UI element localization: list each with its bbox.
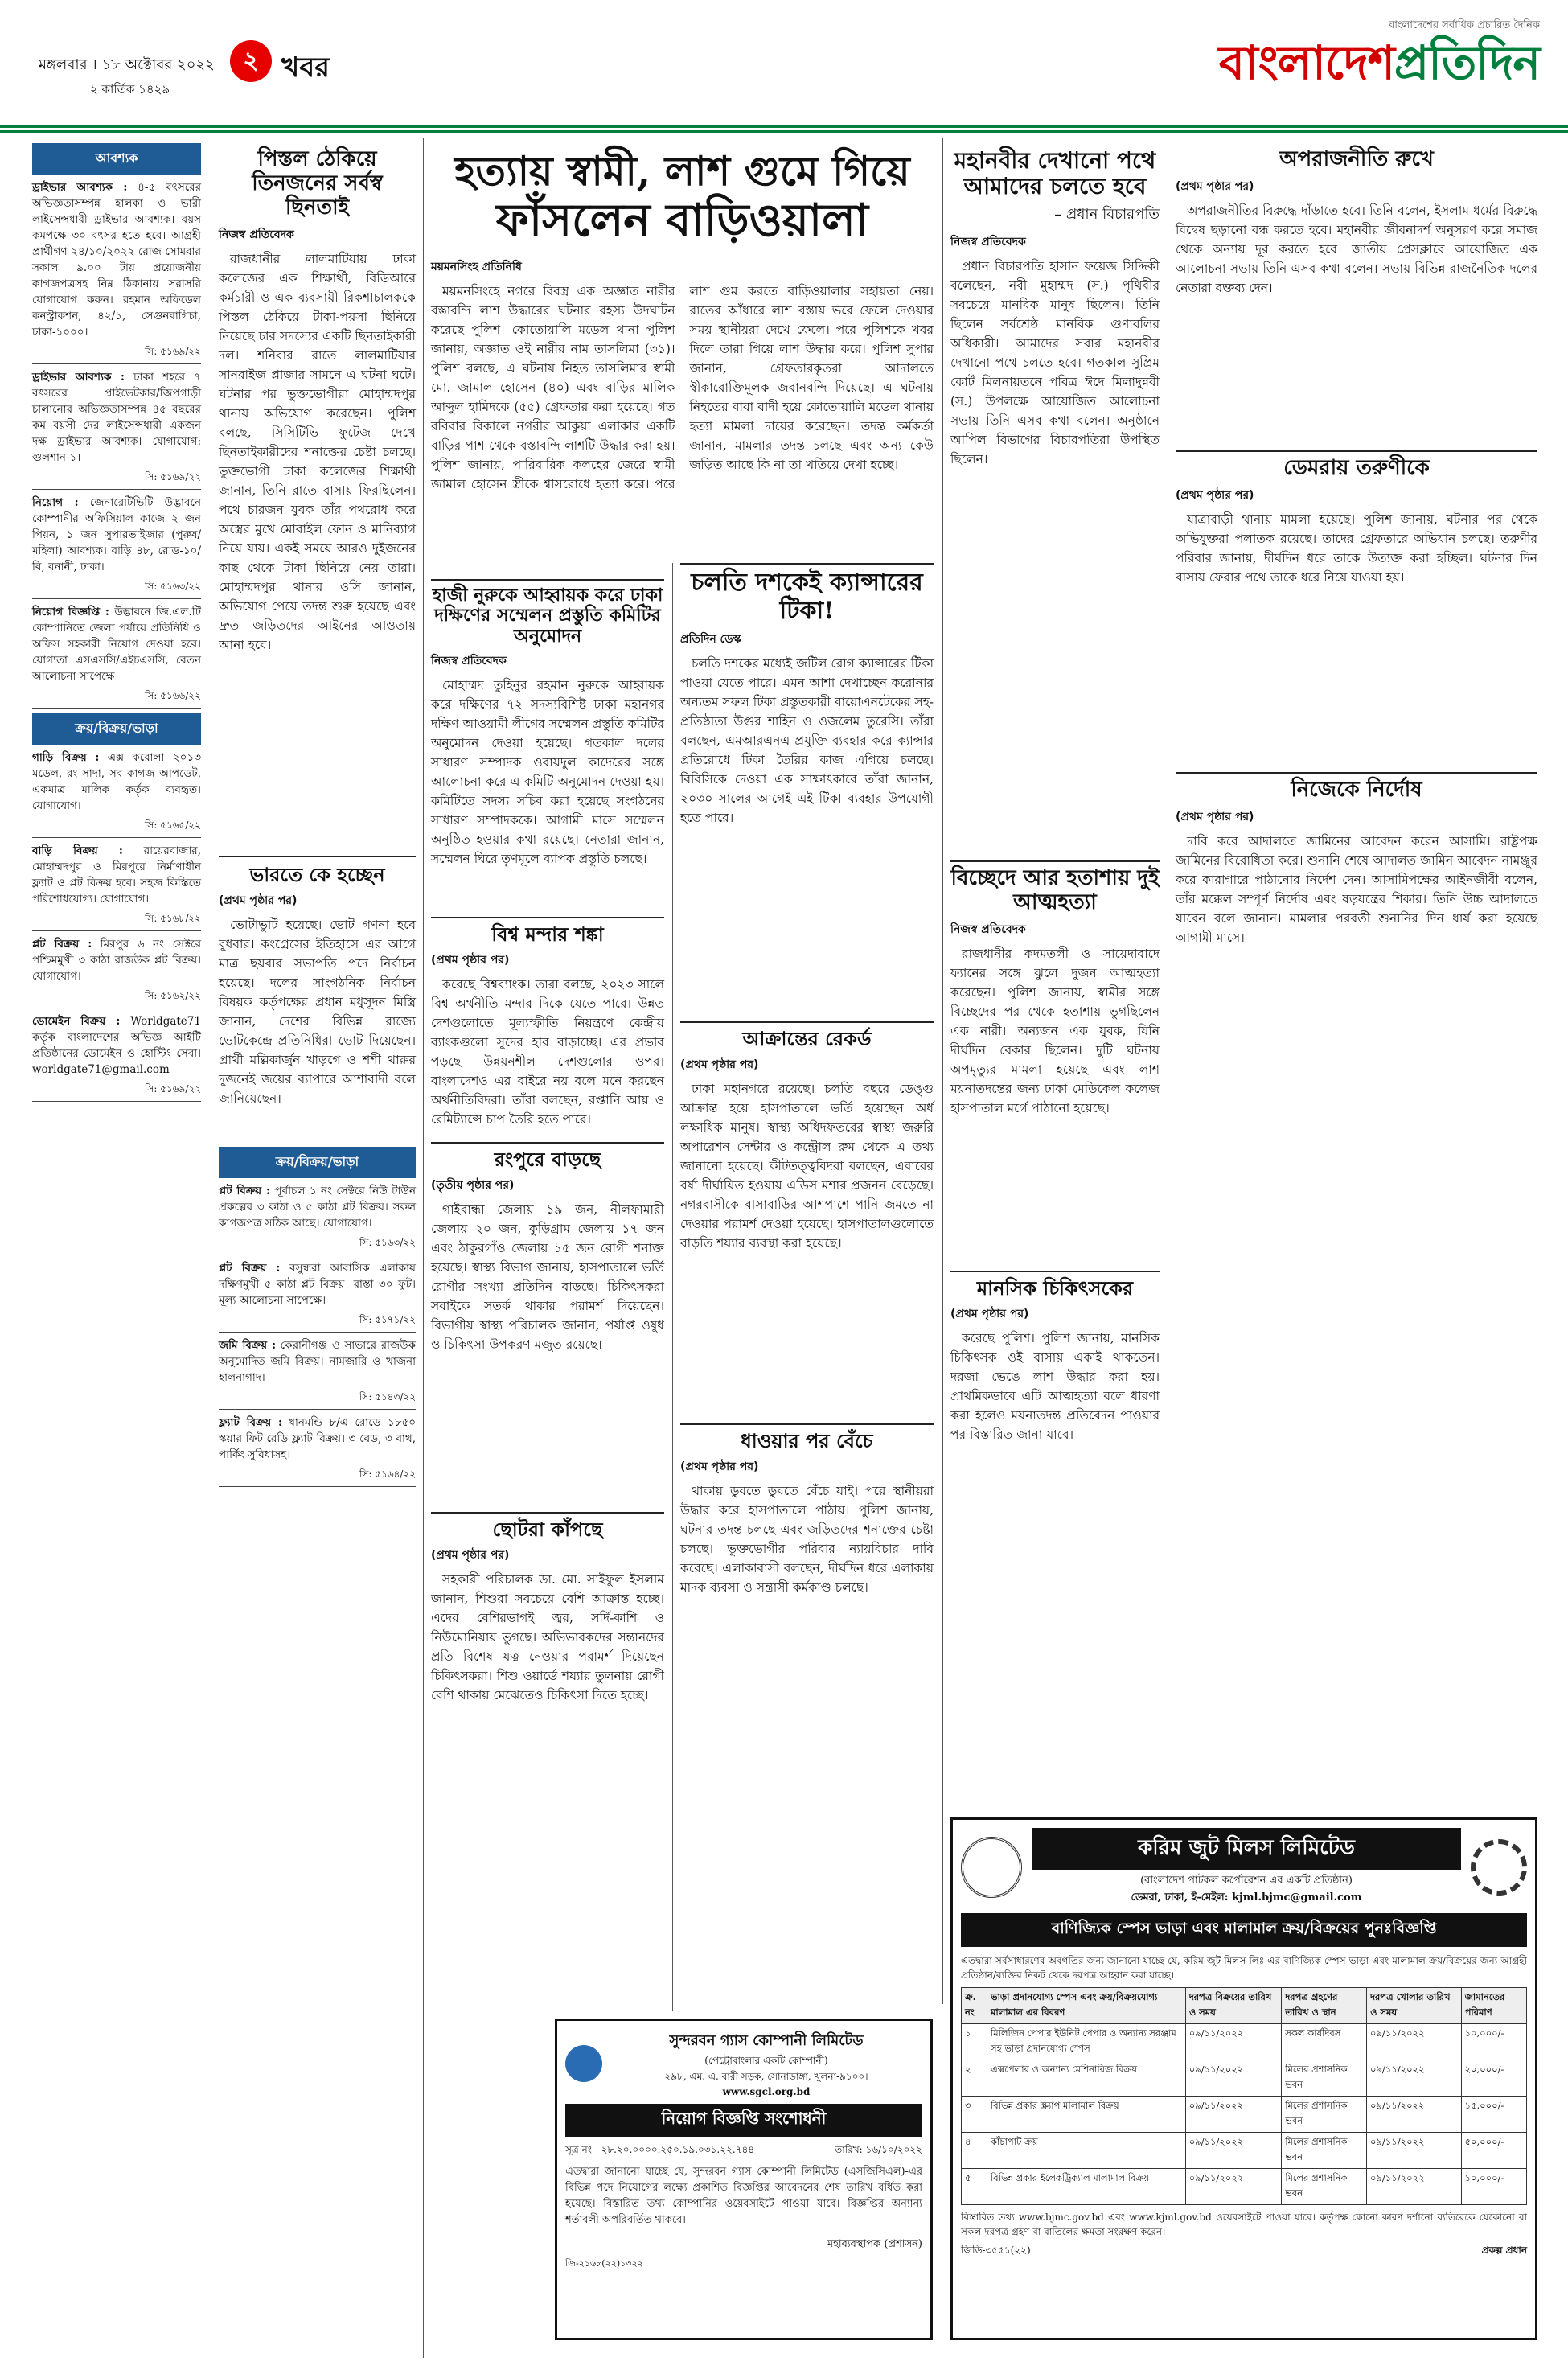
article-headline: ডেমরায় তরুণীকে bbox=[1283, 456, 1430, 480]
table-header-cell: দরপত্র গ্রহণের তারিখ ও স্থান bbox=[1282, 1988, 1367, 2024]
table-row bbox=[962, 2060, 1527, 2097]
table-cell: ৫০,০০০/- bbox=[1461, 2133, 1526, 2169]
table-cell: ১০,০০০/- bbox=[1461, 2169, 1526, 2205]
lead-headline-line-2: ফাঁসলেন বাড়িওয়ালা bbox=[495, 193, 869, 247]
classified-item: প্লট বিক্রয় : পূর্বাচল ১ নং সেক্টরে নিউ টাউন প্রকল্পের ৩ কাঠা ও ৫ কাঠা প্লট বিক্রয়। সকল কাগজপত্র সঠিক আছে। যোগাযোগ। bbox=[219, 1185, 417, 1230]
table-cell: ০৯/১১/২০২২ bbox=[1185, 2097, 1282, 2133]
lead-body: ময়মনসিংহে নগরে বিবস্ত্র এক অজ্ঞাত নারীর বস্তাবন্দি লাশ উদ্ধারের ঘটনার রহস্য উদঘাটন করেছে পুলিশ। কোতোয়ালি মডেল থানা পুলিশ জানায়, অজ্ঞাত ওই নারীর নাম তাসলিমা (৩১)। পুলিশ বলছে, এ ঘটনায় নিহত তাসলিমার স্বামী মো. জামাল হোসেন (৪০) এবং বাড়ির মালিক আব্দুল হামিদকে (৫৫) গ্রেফতার করা হয়েছে। গত রবিবার বিকালে নগরীর আকুয়া এলাকার একটি বাড়ির পাশ থেকে বস্তাবন্দি লাশটি উদ্ধার করা হয়। পুলিশ জানায়, পারিবারিক কলহের জেরে স্বামী জামাল হোসেন স্ত্রীকে শ্বাসরোধে হত্যা করে। পরে লাশ গুম করতে বাড়িওয়ালার সহায়তা নেয়। রাতের আঁধারে লাশ বস্তায় ভরে ফেলে দেওয়ার সময় স্থানীয়রা দেখে ফেলে। পরে পুলিশকে খবর দিলে তারা গিয়ে লাশ উদ্ধার করে। পুলিশ সুপার জানান, গ্রেফতারকৃতরা আদালতে স্বীকারোক্তিমূলক জবানবন্দি দিয়েছে। এ ঘটনায় নিহতের বাবা বাদী হয়ে কোতোয়ালি মডেল থানায় হত্যা মামলা দায়ের করেছেন। তদন্ত কর্মকর্তা জানান, মামলার তদন্ত চলছে এবং অন্য কেউ জড়িত আছে কি না তা খতিয়ে দেখা হচ্ছে। bbox=[431, 283, 934, 491]
table-cell: কাঁচাপাট ক্রয় bbox=[987, 2133, 1186, 2169]
article-body: থাকায় ডুবতে ডুবতে বেঁচে যাই। পরে স্থানীয়রা উদ্ধার করে হাসপাতালে পাঠায়। পুলিশ জানায়, ঘটনার তদন্ত চলছে এবং জড়িতদের শনাক্তের চেষ্টা চলছে। ভুক্তভোগীর পরিবার ন্যায়বিচার দাবি করেছে। এলাকাবাসী বলছেন, দীর্ঘদিন ধরে এলাকায় মাদক ব্যবসা ও সন্ত্রাসী কর্মকাণ্ড চলছে। bbox=[680, 1483, 934, 1595]
article-byline: (প্রথম পৃষ্ঠার পর) bbox=[1176, 488, 1254, 502]
article-india bbox=[219, 856, 416, 1113]
article-haji-nuru bbox=[431, 579, 664, 873]
classified-id: সি: ৫১৬৯/২২ bbox=[32, 470, 201, 490]
article-headline: ছোটরা কাঁপছে bbox=[492, 1518, 603, 1541]
ad-date: তারিখ: ১৬/১০/২০২২ bbox=[835, 2144, 922, 2155]
article-recession bbox=[431, 917, 664, 1134]
article-innocent bbox=[1176, 772, 1537, 952]
classified-item: ডোমেইন বিক্রয় : Worldgate71 কর্তৃক বাংলাদেশের অভিজ্ঞ আইটি প্রতিষ্ঠানের ডোমেইন ও হোস্টিং সেবা। worldgate71@gmail.com bbox=[32, 1015, 201, 1076]
article-body: সহকারী পরিচালক ডা. মো. সাইফুল ইসলাম জানান, শিশুরা সবচেয়ে বেশি আক্রান্ত হচ্ছে। এদের বেশিরভাগই জ্বর, সর্দি-কাশি ও নিউমোনিয়ায় ভুগছে। অভিভাবকদের সন্তানদের প্রতি বিশেষ যত্ন নেওয়ার পরামর্শ দিয়েছেন চিকিৎসকরা। শিশু ওয়ার্ডে শয্যার তুলনায় রোগী বেশি থাকায় মেঝেতেও চিকিৎসা দিতে হচ্ছে। bbox=[431, 1571, 664, 1702]
ad-company: সুন্দরবন গ্যাস কোম্পানী লিমিটেড bbox=[669, 2032, 864, 2049]
article-byline: নিজস্ব প্রতিবেদক bbox=[950, 922, 1026, 936]
article-body: করেছে পুলিশ। পুলিশ জানায়, মানসিক চিকিৎসক ওই বাসায় একাই থাকতেন। দরজা ভেঙে লাশ উদ্ধার করা হয়। প্রাথমিকভাবে এটি আত্মহত্যা বলে ধারণা করা হলেও ময়নাতদন্ত প্রতিবেদন পাওয়ার পর বিস্তারিত জানা যাবে। bbox=[950, 1330, 1160, 1442]
date-line-2: ২ কার্তিক ১৪২৯ bbox=[90, 82, 170, 97]
table-cell: ০৯/১১/২০২২ bbox=[1366, 2133, 1461, 2169]
lead-story bbox=[431, 148, 934, 494]
table-cell: ০৯/১১/২০২২ bbox=[1185, 2024, 1282, 2060]
article-headline: অপরাজনীতি রুখে bbox=[1279, 147, 1434, 171]
classified-id: সি: ৫১৬৬/২২ bbox=[32, 689, 201, 709]
ad-sub: (পেট্রোবাংলার একটি কোম্পানী) bbox=[704, 2055, 828, 2066]
table-cell: ৩ bbox=[962, 2097, 987, 2133]
article-cancer-vaccine bbox=[680, 563, 934, 832]
article-demra bbox=[1176, 450, 1537, 592]
classified-item: নিয়োগ বিজ্ঞপ্তি : উদ্ভাবনে জি.এল.টি কোম্পানিতে জেলা পর্যায়ে প্রতিনিধি ও অফিস সহকারী নিয়োগ দেওয়া হবে। যোগ্যতা এসএসসি/এইচএসসি, বেতন আলোচনা সাপেক্ষে। bbox=[32, 606, 201, 683]
article-headline: নিজেকে নির্দোষ bbox=[1291, 778, 1422, 802]
article-bad-politics bbox=[1176, 148, 1537, 302]
article-byline: (প্রথম পৃষ্ঠার পর) bbox=[950, 1307, 1029, 1320]
classified-item: ড্রাইভার আবশ্যক : ৪-৫ বৎসরের অভিজ্ঞতাসম্পন্ন হালকা ও ভারী লাইসেন্সধারী ড্রাইভার আবশ্যক। বয়স কমপক্ষে ৩০ বৎসর হতে হবে। আগ্রহী প্রার্থীগণ ২৪/১০/২০২২ রোজ সোমবার সকাল ৯.০০ টায় প্রয়োজনীয় কাগজপত্রসহ নিম্ন ঠিকানায় সরাসরি যোগাযোগ করুন। রহমান অফিডেল কনস্ট্রাকশন, ৪২/১, সেগুনবাগিচা, ঢাকা-১০০০। bbox=[32, 181, 202, 339]
article-byline: (প্রথম পৃষ্ঠার পর) bbox=[219, 893, 298, 907]
article-suicide bbox=[950, 860, 1160, 1123]
article-byline: (প্রথম পৃষ্ঠার পর) bbox=[431, 1548, 510, 1562]
classifieds-mid bbox=[219, 1142, 416, 1492]
article-body: যাত্রাবাড়ী থানায় মামলা হয়েছে। পুলিশ জানায়, ঘটনার পর থেকে অভিযুক্তরা পলাতক রয়েছে। তাদের গ্রেফতারে অভিযান চলছে। তরুণীর পরিবার জানায়, দীর্ঘদিন ধরে তাকে উত্যক্ত করা হচ্ছিল। ঘটনার দিন বাসায় ফেরার পথে তাকে ধরে নিয়ে যাওয়া হয়। bbox=[1176, 511, 1537, 585]
bjmc-logo-icon bbox=[961, 1837, 1022, 1898]
divider bbox=[431, 1142, 664, 1144]
table-cell: মিলিজিন পেপার ইউনিট পেপার ও অন্যান্য সরঞ্জাম সহ ভাড়া প্রদানযোগ্য স্পেস bbox=[987, 2024, 1186, 2060]
ad-title: বাণিজ্যিক স্পেস ভাড়া এবং মালামাল ক্রয়/বিক্রয়ের পুনঃবিজ্ঞপ্তি bbox=[961, 1913, 1527, 1947]
table-cell: সকল কার্যদিবস bbox=[1282, 2024, 1367, 2060]
article-chase bbox=[680, 1423, 934, 1602]
classified-heading: ক্রয়/বিক্রয়/ভাড়া bbox=[219, 1147, 416, 1178]
classified-heading: আবশ্যক bbox=[32, 143, 201, 175]
classifieds-column bbox=[32, 138, 201, 2358]
table-cell: মিলের প্রশাসনিক ভবন bbox=[1282, 2060, 1367, 2097]
tender-table bbox=[961, 1987, 1527, 2205]
divider bbox=[680, 1423, 934, 1425]
table-header-cell: ভাড়া প্রদানযোগ্য স্পেস এবং ক্রয়/বিক্রয়যোগ্য মালামাল এর বিবরণ bbox=[987, 1988, 1186, 2024]
divider bbox=[680, 563, 934, 565]
classified-item: নিয়োগ : জেনারেটিভিটি উদ্ভাবনে কোম্পানীর অফিসিয়াল কাজে ২ জন পিয়ন, ১ জন সুপারভাইজার (পুরুষ/মহিলা) আবশ্যক। বাড়ি ৪৮, রোড-১০/বি, বনানী, ঢাকা। bbox=[32, 496, 202, 573]
table-header-cell: ক্র. নং bbox=[962, 1988, 987, 2024]
classified-item: বাড়ি বিক্রয় : রায়েরবাজার, মোহাম্মদপুর ও মিরপুরে নির্মাণাধীন ফ্ল্যাট ও প্লট বিক্রয় হবে। সহজ কিস্তিতে পরিশোধযোগ্য। যোগাযোগ। bbox=[32, 844, 201, 906]
date-block bbox=[39, 55, 215, 76]
classified-id: সি: ৫১৬৯/২২ bbox=[32, 345, 201, 364]
ad-signature: মহাব্যবস্থাপক (প্রশাসন) bbox=[827, 2238, 922, 2250]
table-cell: মিলের প্রশাসনিক ভবন bbox=[1282, 2097, 1367, 2133]
article-headline: আক্রান্তের রেকর্ড bbox=[742, 1027, 872, 1050]
classified-id: সি: ৫১৬৪/২২ bbox=[219, 1468, 416, 1487]
table-cell: ৫ bbox=[962, 2169, 987, 2205]
classified-id: সি: ৫১৬২/২২ bbox=[32, 989, 201, 1008]
table-cell: ০৯/১১/২০২২ bbox=[1366, 2097, 1461, 2133]
logo-text bbox=[1218, 35, 1540, 91]
article-body: চলতি দশকের মধ্যেই জটিল রোগ ক্যান্সারের টিকা পাওয়া যেতে পারে। এমন আশা দেখাচ্ছেন করোনার অন্যতম সফল টিকা প্রস্তুতকারী বায়োএনটেকের সহ-প্রতিষ্ঠাতা উগুর শাহিন ও ওজলেম তুরেসি। তাঁরা বলছেন, এমআরএনএ প্রযুক্তি ব্যবহার করে ক্যান্সার প্রতিরোধে টিকা তৈরির কাজ এগিয়ে চলছে। বিবিসিকে দেওয়া এক সাক্ষাৎকারে তাঁরা জানান, ২০৩০ সালের আগেই এই টিকা ব্যবহার উপযোগী হতে পারে। bbox=[680, 656, 934, 825]
classified-item: প্লট বিক্রয় : মিরপুর ৬ নং সেক্টরে পশ্চিমমুখী ৩ কাঠা রাজউক প্লট বিক্রয়। যোগাযোগ। bbox=[32, 938, 201, 983]
table-cell: ০৯/১১/২০২২ bbox=[1185, 2133, 1282, 2169]
article-byline: (প্রথম পৃষ্ঠার পর) bbox=[1176, 179, 1254, 193]
article-body: দাবি করে আদালতে জামিনের আবেদন করেন আসামি। রাষ্ট্রপক্ষ জামিনের বিরোধিতা করে। শুনানি শেষে আদালত জামিন আবেদন নামঞ্জুর করে কারাগারে পাঠানোর নির্দেশ দেন। আসামিপক্ষের আইনজীবী বলেন, তাঁর মক্কেল সম্পূর্ণ নির্দোষ এবং ষড়যন্ত্রের শিকার। তিনি উচ্চ আদালতে যাবেন বলে জানান। মামলার পরবর্তী শুনানির দিন ধার্য করা হয়েছে আগামী মাসে। bbox=[1176, 833, 1537, 945]
table-cell: ২ bbox=[962, 2060, 987, 2097]
ad-intro: এতদ্বারা সর্বসাধারণের অবগতির জন্য জানানো যাচ্ছে যে, করিম জুট মিলস লিঃ এর বাণিজ্যিক স্পেস ভাড়া এবং মালামাল ক্রয়/বিক্রয়ের জন্য আগ্রহী প্রতিষ্ঠান/ব্যক্তির নিকট থেকে দরপত্র আহ্বান করা যাচ্ছে। bbox=[961, 1955, 1527, 1981]
divider bbox=[431, 1512, 664, 1514]
divider bbox=[219, 856, 416, 857]
ad-company: করিম জুট মিলস লিমিটেড bbox=[1032, 1828, 1461, 1870]
article-body: ভোটাভুটি হয়েছে। ভোট গণনা হবে বুধবার। কংগ্রেসের ইতিহাসে এর আগে মাত্র ছয়বার সভাপতি পদে নির্বাচন হয়েছে। দলের সাংগঠনিক নির্বাচন বিষয়ক কর্তৃপক্ষের প্রধান মধুসূদন মিস্ত্রি জানান, দেশের বিভিন্ন রাজ্যে ভোটকেন্দ্রে প্রতিনিধিরা ভোট দিয়েছেন। প্রার্থী মল্লিকার্জুন খাড়গে ও শশী থারুর দুজনেই জয়ের ব্যাপারে আশাবাদী বলে জানিয়েছেন। bbox=[219, 917, 416, 1106]
article-headline: মানসিক চিকিৎসকের bbox=[976, 1276, 1134, 1300]
article-body: করেছে বিশ্বব্যাংক। তারা বলছে, ২০২৩ সালে বিশ্ব অর্থনীতি মন্দার দিকে যেতে পারে। উন্নত দেশগুলোতে মূল্যস্ফীতি নিয়ন্ত্রণে কেন্দ্রীয় ব্যাংকগুলো সুদের হার বাড়াচ্ছে। এর প্রভাব পড়ছে উন্নয়নশীল দেশগুলোর ওপর। বাংলাদেশও এর বাইরে নয় বলে মনে করছেন অর্থনীতিবিদরা। তাঁরা বলছেন, রপ্তানি আয় ও রেমিট্যান্সে চাপ তৈরি হতে পারে। bbox=[431, 976, 664, 1127]
ad-footer-code: জি-২১৬৮(২২)১৩২২ bbox=[565, 2258, 643, 2269]
article-byline: নিজস্ব প্রতিবেদক bbox=[219, 228, 294, 241]
ad-address: ২৯৮, এম. এ. বারী সড়ক, সোনাডাঙ্গা, খুলনা-৯১০০। bbox=[664, 2071, 868, 2082]
table-cell: মিলের প্রশাসনিক ভবন bbox=[1282, 2169, 1367, 2205]
classified-id: সি: ৫১৪৩/২২ bbox=[219, 1390, 416, 1410]
sgcl-logo-icon bbox=[565, 2045, 602, 2082]
table-header-cell: জামানতের পরিমাণ bbox=[1461, 1988, 1526, 2024]
table-cell: ০৯/১১/২০২২ bbox=[1366, 2060, 1461, 2097]
table-row bbox=[962, 2097, 1527, 2133]
article-body: মোহাম্মদ তুহিনুর রহমান নুরুকে আহ্বায়ক করে দক্ষিণের ৭২ সদস্যবিশিষ্ট ঢাকা মহানগর দক্ষিণ আওয়ামী লীগের সম্মেলন প্রস্তুতি কমিটির অনুমোদন দেওয়া হয়েছে। গতকাল দলের সাধারণ সম্পাদক ওবায়দুল কাদেরের সঙ্গে আলোচনা করে এ কমিটি অনুমোদন দেওয়া হয়। কমিটিতে সদস্য সচিব করা হয়েছে সংগঠনের সাধারণ সম্পাদককে। আগামী মাসে সম্মেলন অনুষ্ঠিত হওয়ার কথা রয়েছে। নেতারা জানান, সম্মেলন ঘিরে তৃণমূলে ব্যাপক প্রস্তুতি চলছে। bbox=[431, 677, 664, 866]
classified-id: সি: ৫১৬৫/২২ bbox=[32, 819, 201, 838]
ad-karim-jute bbox=[950, 1817, 1537, 2340]
divider bbox=[431, 917, 664, 918]
table-cell: মিলের প্রশাসনিক ভবন bbox=[1282, 2133, 1367, 2169]
table-cell: ০৯/১১/২০২২ bbox=[1185, 2060, 1282, 2097]
table-cell: ২০,০০০/- bbox=[1461, 2060, 1526, 2097]
classified-heading: ক্রয়/বিক্রয়/ভাড়া bbox=[32, 713, 201, 745]
table-cell: ০৯/১১/২০২২ bbox=[1185, 2169, 1282, 2205]
ad-footer-code: জিডি-৩৫৫১(২২) bbox=[961, 2245, 1031, 2256]
article-headline: বিশ্ব মন্দার শঙ্কা bbox=[491, 922, 604, 946]
table-cell: বিভিন্ন প্রকার ইলেকট্রিক্যাল মালামাল বিক্রয় bbox=[987, 2169, 1186, 2205]
table-row bbox=[962, 2133, 1527, 2169]
divider bbox=[1176, 772, 1537, 774]
article-children bbox=[431, 1512, 664, 1710]
article-byline: (প্রথম পৃষ্ঠার পর) bbox=[680, 1058, 759, 1071]
article-headline: পিস্তল ঠেকিয়ে তিনজনের সর্বস্ব ছিনতাই bbox=[252, 147, 383, 220]
table-row bbox=[962, 2169, 1527, 2205]
logo-part-2: প্রতিদিন bbox=[1394, 35, 1540, 90]
ad-sub: (বাংলাদেশ পাটকল কর্পোরেশন এর একটি প্রতিষ্ঠান) bbox=[1140, 1875, 1353, 1887]
article-headline: বিচ্ছেদে আর হতাশায় দুই আত্মহত্যা bbox=[950, 866, 1160, 914]
divider bbox=[1176, 450, 1537, 452]
table-header-cell: দরপত্র খোলার তারিখ ও সময় bbox=[1366, 1988, 1461, 2024]
gear-icon bbox=[1471, 1839, 1527, 1896]
article-chief-justice bbox=[950, 148, 1160, 474]
table-cell: ১০,০০০/- bbox=[1461, 2024, 1526, 2060]
masthead bbox=[0, 0, 1568, 149]
table-cell: এক্সপেলার ও অন্যান্য মেশিনারিজ বিক্রয় bbox=[987, 2060, 1186, 2097]
ad-address: ডেমরা, ঢাকা, ই-মেইল: kjml.bjmc@gmail.com bbox=[1131, 1891, 1362, 1904]
table-row bbox=[962, 2024, 1527, 2060]
ad-sgcl-notice bbox=[555, 2019, 933, 2340]
article-headline: ভারতে কে হচ্ছেন bbox=[249, 863, 385, 886]
logo-tagline: বাংলাদেশের সর্বাধিক প্রচারিত দৈনিক bbox=[1388, 19, 1540, 31]
article-body: ঢাকা মহানগরে রয়েছে। চলতি বছরে ডেঙ্গু আক্রান্ত হয়ে হাসপাতালে ভর্তি হয়েছেন অর্ধ লক্ষাধিক মানুষ। স্বাস্থ্য অধিদফতরের স্বাস্থ্য জরুরি অপারেশন সেন্টার ও কন্ট্রোল রুম থেকে এ তথ্য জানানো হয়েছে। কীটতত্ত্ববিদরা বলছেন, এবারের বর্ষা দীর্ঘায়িত হওয়ায় এডিস মশার প্রজনন বেড়েছে। নগরবাসীকে বাসাবাড়ির আশপাশে পানি জমতে না দেওয়ার পরামর্শ দেওয়া হয়েছে। হাসপাতালগুলোতে বাড়তি শয্যার ব্যবস্থা করা হয়েছে। bbox=[680, 1081, 934, 1251]
ad-ref: সূত্র নং - ২৮.২০.০০০০.২৫০.১৯.০৩১.২২.৭৪৪ bbox=[565, 2144, 755, 2155]
section-name: খবর bbox=[281, 51, 330, 84]
date-line: মঙ্গলবার । ১৮ অক্টোবর ২০২২ bbox=[39, 56, 215, 73]
page-number: ২ bbox=[230, 40, 272, 82]
article-headline: মহানবীর দেখানো পথে আমাদের চলতে হবে bbox=[954, 147, 1156, 200]
article-body: রাজধানীর লালমাটিয়ায় ঢাকা কলেজের এক শিক্ষার্থী, বিডিআরে কর্মচারী ও এক ব্যবসায়ী রিকশাচালককে পিস্তল ঠেকিয়ে টাকা-পয়সা ছিনিয়ে নিয়েছে চার সদস্যের একটি ছিনতাইকারী দল। শনিবার রাতে লালমাটিয়ার সানরাইজ প্লাজার সামনে এ ঘটনা ঘটে। ঘটনার পর ভুক্তভোগীরা মোহাম্মদপুর থানায় অভিযোগ করেছেন। পুলিশ বলছে, সিসিটিভি ফুটেজ দেখে ছিনতাইকারীদের শনাক্তের চেষ্টা চলছে। ভুক্তভোগী ঢাকা কলেজের শিক্ষার্থী জানান, তিনি রাতে বাসায় ফিরছিলেন। পথে চারজন যুবক তাঁর পথরোধ করে অস্ত্রের মুখে মোবাইল ফোন ও মানিব্যাগ নিয়ে যায়। একই সময়ে আরও দুইজনের কাছ থেকে টাকা ছিনিয়ে নেয় তারা। মোহাম্মদপুর থানার ওসি জানান, অভিযোগ পেয়ে তদন্ত শুরু হয়েছে এবং দ্রুত জড়িতদের আইনের আওতায় আনা হবে। bbox=[219, 251, 416, 652]
article-headline: রংপুরে বাড়ছে bbox=[494, 1148, 601, 1171]
table-cell: ১৫,০০০/- bbox=[1461, 2097, 1526, 2133]
ad-notes: বিস্তারিত তথ্য www.bjmc.gov.bd এবং www.kjml.gov.bd ওয়েবসাইটে পাওয়া যাবে। কর্তৃপক্ষ কোনো কারণ দর্শানো ব্যতিরেকে যেকোনো বা সকল দরপত্র গ্রহণ বা বাতিলের ক্ষমতা সংরক্ষণ করেন। bbox=[961, 2212, 1527, 2237]
ad-title: নিয়োগ বিজ্ঞপ্তি সংশোধনী bbox=[565, 2104, 922, 2137]
article-body: গাইবান্ধা জেলায় ১৯ জন, নীলফামারী জেলায় ২০ জন, কুড়িগ্রাম জেলায় ১৭ জন এবং ঠাকুরগাঁও জেলায় ১৫ জন রোগী শনাক্ত হয়েছে। স্বাস্থ্য বিভাগ জানায়, হাসপাতালে ভর্তি রোগীর সংখ্যা প্রতিদিন বাড়ছে। চিকিৎসকরা সবাইকে সতর্ক থাকার পরামর্শ দিয়েছেন। বিভাগীয় স্বাস্থ্য পরিচালক জানান, পর্যাপ্ত ওষুধ ও চিকিৎসা উপকরণ মজুত রয়েছে। bbox=[431, 1201, 664, 1352]
article-body: রাজধানীর কদমতলী ও সায়েদাবাদে ফ্যানের সঙ্গে ঝুলে দুজন আত্মহত্যা করেছেন। পুলিশ জানায়, স্বামীর সঙ্গে বিচ্ছেদের পর থেকে হতাশায় ভুগছিলেন এক নারী। অন্যজন এক যুবক, যিনি দীর্ঘদিন বেকার ছিলেন। দুটি ঘটনায় অপমৃত্যুর মামলা হয়েছে এবং লাশ ময়নাতদন্তের জন্য ঢাকা মেডিকেল কলেজ হাসপাতাল মর্গে পাঠানো হয়েছে। bbox=[950, 946, 1160, 1115]
ad-body: এতদ্বারা জানানো যাচ্ছে যে, সুন্দরবন গ্যাস কোম্পানী লিমিটেড (এসজিসিএল)-এর বিভিন্ন পদে নিয়োগের লক্ষ্যে প্রকাশিত বিজ্ঞপ্তির আবেদনের শেষ তারিখ বর্ধিত করা হয়েছে। বিস্তারিত তথ্য কোম্পানির ওয়েবসাইটে পাওয়া যাবে। বিজ্ঞপ্তির অন্যান্য শর্তাবলী অপরিবর্তিত থাকবে। bbox=[565, 2166, 922, 2226]
table-cell: বিভিন্ন প্রকার স্ক্র্যাপ মালামাল বিক্রয় bbox=[987, 2097, 1186, 2133]
newspaper-logo[interactable] bbox=[1218, 18, 1540, 101]
table-cell: ০৯/১১/২০২২ bbox=[1366, 2024, 1461, 2060]
lead-headline-line-1: হত্যায় স্বামী, লাশ গুমে গিয়ে bbox=[454, 147, 910, 195]
lead-byline: ময়মনসিংহ প্রতিনিধি bbox=[431, 260, 522, 273]
article-psychiatrist bbox=[950, 1271, 1160, 1449]
article-byline: নিজস্ব প্রতিবেদক bbox=[431, 654, 507, 667]
classified-id: সি: ৫১৭১/২২ bbox=[219, 1313, 416, 1333]
divider bbox=[950, 1271, 1160, 1272]
classified-id: সি: ৫১৬৮/২২ bbox=[32, 912, 201, 931]
article-snatching bbox=[219, 148, 416, 659]
column-divider bbox=[942, 138, 943, 2004]
table-cell: ১ bbox=[962, 2024, 987, 2060]
classified-item: ড্রাইভার আবশ্যক : ঢাকা শহরে ৭ বৎসরের প্রাইভেটকার/জিপগাড়ী চালানোর অভিজ্ঞতাসম্পন্ন ৪৫ বছরের কম বয়সী দের লাইসেন্সধারী একজন দক্ষ ড্রাইভার আবশ্যক। যোগাযোগ: গুলশান-১। bbox=[32, 371, 202, 464]
article-subhead: – প্রধান বিচারপতি bbox=[1054, 206, 1160, 224]
article-byline: নিজস্ব প্রতিবেদক bbox=[950, 236, 1026, 249]
article-headline: ধাওয়ার পর বেঁচে bbox=[741, 1429, 873, 1452]
classified-item: জমি বিক্রয় : কেরানীগঞ্জ ও সাভারে রাজউক অনুমোদিত জমি বিক্রয়। নামজারি ও খাজনা হালনাগাদ। bbox=[219, 1339, 417, 1384]
classified-id: সি: ৫১৬৯/২২ bbox=[32, 1082, 201, 1102]
article-byline: (প্রথম পৃষ্ঠার পর) bbox=[431, 953, 510, 967]
divider bbox=[680, 1021, 934, 1023]
divider bbox=[431, 579, 664, 581]
table-cell: ৪ bbox=[962, 2133, 987, 2169]
article-byline: (প্রথম পৃষ্ঠার পর) bbox=[1176, 810, 1254, 824]
logo-part-1: বাংলাদেশ bbox=[1218, 35, 1394, 90]
column-divider bbox=[423, 138, 424, 2358]
column-divider bbox=[672, 563, 673, 2011]
article-byline: প্রতিদিন ডেস্ক bbox=[680, 633, 741, 646]
article-headline: চলতি দশকেই ক্যান্সারের টিকা! bbox=[691, 569, 923, 625]
divider bbox=[950, 860, 1160, 862]
ad-signature: প্রকল্প প্রধান bbox=[1481, 2245, 1527, 2256]
article-headline: হাজী নুরুকে আহ্বায়ক করে ঢাকা দক্ষিণের সম্মেলন প্রস্তুতি কমিটির অনুমোদন bbox=[432, 585, 663, 647]
classified-item: প্লট বিক্রয় : বসুন্ধরা আবাসিক এলাকায় দক্ষিণমুখী ৫ কাঠা প্লট বিক্রয়। রাস্তা ৩০ ফুট। মূল্য আলোচনা সাপেক্ষে। bbox=[219, 1262, 416, 1307]
table-header-cell: দরপত্র বিক্রয়ের তারিখ ও সময় bbox=[1185, 1988, 1282, 2024]
article-byline: (তৃতীয় পৃষ্ঠার পর) bbox=[431, 1178, 515, 1192]
masthead-rule bbox=[0, 125, 1568, 133]
article-rangpur bbox=[431, 1142, 664, 1359]
classified-id: সি: ৫১৬৩/২২ bbox=[219, 1236, 416, 1255]
classified-item: গাড়ি বিক্রয় : এক্স করোলা ২০১৩ মডেল, রং সাদা, সব কাগজ আপডেট, একমাত্র মালিক কর্তৃক ব্যবহৃত। যোগাযোগ। bbox=[32, 751, 201, 812]
article-dengue-record bbox=[680, 1021, 934, 1258]
article-body: প্রধান বিচারপতি হাসান ফয়েজ সিদ্দিকী বলেছেন, নবী মুহাম্মদ (স.) পৃথিবীর সবচেয়ে মানবিক মানুষ ছিলেন। তিনি ছিলেন সর্বশ্রেষ্ঠ মানবিক গুণাবলির অধিকারী। আমাদের সবার মহানবীর দেখানো পথে চলতে হবে। গতকাল সুপ্রিম কোর্ট মিলনায়তনে পবিত্র ঈদে মিলাদুন্নবী (স.) উপলক্ষে আয়োজিত আলোচনা সভায় তিনি এসব কথা বলেন। অনুষ্ঠানে আপিল বিভাগের বিচারপতিরা উপস্থিত ছিলেন। bbox=[950, 259, 1160, 467]
article-byline: (প্রথম পৃষ্ঠার পর) bbox=[680, 1460, 759, 1473]
table-header-row bbox=[962, 1988, 1527, 2024]
ad-website[interactable]: www.sgcl.org.bd bbox=[722, 2086, 811, 2097]
article-body: অপরাজনীতির বিরুদ্ধে দাঁড়াতে হবে। তিনি বলেন, ইসলাম ধর্মের বিরুদ্ধে বিদ্বেষ ছড়ানো বন্ধ করতে হবে। মহানবীর জীবনাদর্শ অনুসরণ করে সমাজ থেকে অন্যায় দূর করতে হবে। জাতীয় প্রেসক্লাবে আয়োজিত এক আলোচনা সভায় তিনি এসব কথা বলেন। সভায় বিভিন্ন রাজনৈতিক দলের নেতারা বক্তব্য দেন। bbox=[1176, 203, 1537, 295]
table-cell: ০৯/১১/২০২২ bbox=[1366, 2169, 1461, 2205]
classified-id: সি: ৫১৬৩/২২ bbox=[32, 580, 201, 599]
classified-item: ফ্ল্যাট বিক্রয় : ধানমন্ডি ৮/এ রোডে ১৮৫০ স্কয়ার ফিট রেডি ফ্ল্যাট বিক্রয়। ৩ বেড, ৩ বাথ, পার্কিং সুবিধাসহ। bbox=[219, 1416, 416, 1461]
